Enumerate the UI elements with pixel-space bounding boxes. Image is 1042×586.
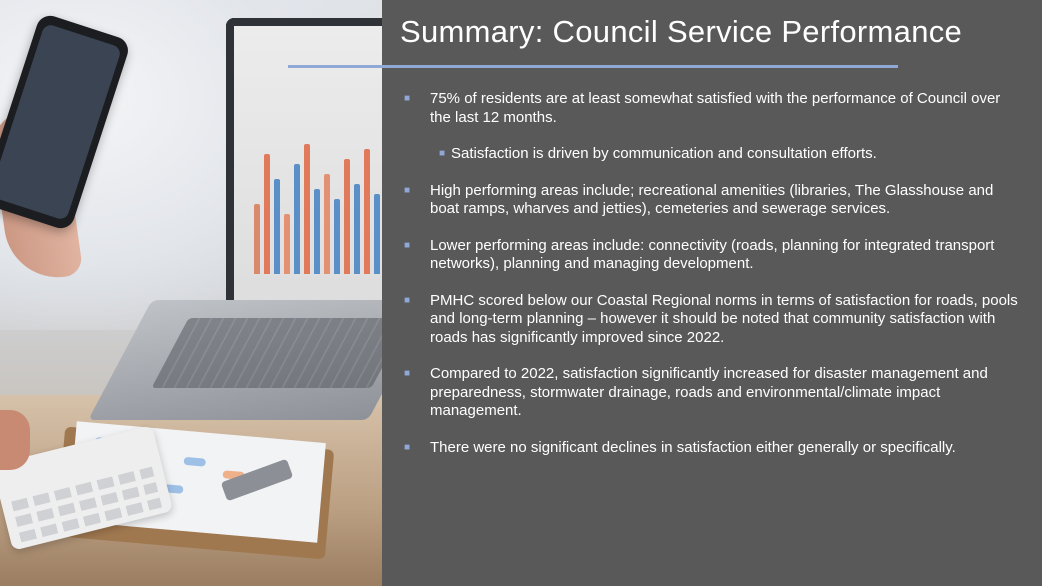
sub-bullet-item: [404, 145, 1024, 164]
square-bullet-icon: ■: [404, 368, 411, 379]
square-bullet-icon: ■: [404, 93, 411, 104]
screen-chart-bar: [304, 144, 310, 274]
screen-chart-bar: [374, 194, 380, 274]
bullet-text: High performing areas include; recreational amenities (libraries, The Glasshouse and boat ramps, wharves and jetties), cemeteries and sewerage services.: [430, 181, 994, 217]
screen-chart-bar: [254, 204, 260, 274]
laptop-keyboard: [151, 318, 382, 388]
screen-chart-bar: [354, 184, 360, 274]
screen-chart-bar: [284, 214, 290, 274]
bullet-text: Compared to 2022, satisfaction significantly increased for disaster management and preparedness, stormwater drainage, roads and environmental/climate impact management.: [430, 365, 988, 419]
title-underline: [288, 65, 898, 68]
bullet-item: [404, 439, 1024, 458]
bullet-text: PMHC scored below our Coastal Regional norms in terms of satisfaction for roads, pools and long-term planning – however it should be noted that community satisfaction with roads has significantly improved since 2022.: [430, 291, 1018, 346]
square-bullet-icon: ■: [404, 441, 411, 453]
screen-chart-bar: [344, 159, 350, 274]
bullet-item: [404, 237, 1024, 274]
screen-chart-bar: [314, 189, 320, 274]
screen-chart-bar: [264, 154, 270, 274]
bullet-item: [404, 365, 1024, 421]
paper-chart-mark: [183, 457, 206, 467]
screen-chart-bar: [324, 174, 330, 274]
bullet-item: [404, 90, 1024, 127]
square-bullet-icon: ■: [404, 184, 411, 196]
square-bullet-icon: ■: [404, 294, 411, 306]
screen-chart-bar: [334, 199, 340, 274]
bullet-item: [404, 182, 1024, 219]
bullet-text: Lower performing areas include: connectivity (roads, planning for integrated transport networks), planning and managing development.: [430, 236, 995, 272]
screen-chart-bar: [274, 179, 280, 274]
bullet-item: [404, 292, 1024, 348]
square-bullet-icon: ■: [404, 239, 411, 251]
bullet-text: 75% of residents are at least somewhat satisfied with the performance of Council over the last 12 months.: [430, 90, 1001, 126]
bullet-text: Satisfaction is driven by communication and consultation efforts.: [451, 145, 877, 162]
bullet-list: [404, 90, 1024, 457]
square-bullet-icon: ■: [439, 148, 446, 159]
screen-chart-bar: [294, 164, 300, 274]
screen-chart-bar: [364, 149, 370, 274]
finger: [0, 410, 30, 470]
bullet-text: There were no significant declines in satisfaction either generally or specifically.: [430, 438, 956, 456]
slide-title: Summary: Council Service Performance: [400, 14, 963, 49]
office-desk-photo: [0, 0, 382, 586]
